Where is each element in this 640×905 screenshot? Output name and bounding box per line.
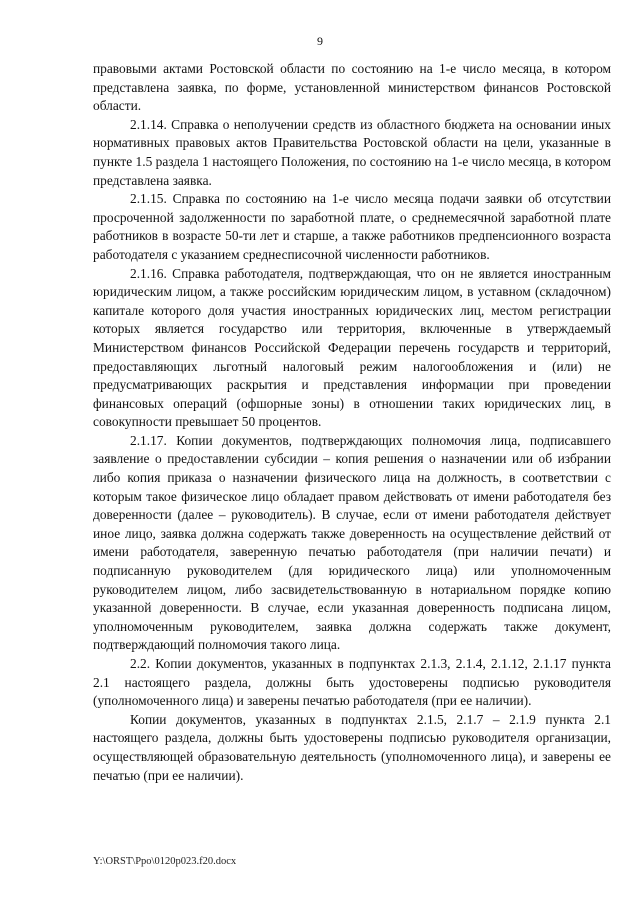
document-paragraph: 2.1.14. Справка о неполучении средств из областного бюджета на основании иных нормативных правовых актов Правительства Ростовской области на цели, указанные в пункте 1.5 раздела 1 настоящего Положения, по состоянию на 1-е число месяца, в котором представлена заявка. xyxy=(93,116,611,188)
document-paragraph: 2.1.17. Копии документов, подтверждающих полномочия лица, подписавшего заявление о предоставлении субсидии – копия решения о назначении или об избрании либо копия приказа о назначении физического лица на должность, в соответствии с которым такое физическое лицо обладает правом действовать от имени работодателя без доверенности (далее – руководитель). В случае, если от имени работодателя действует иное лицо, заявка должна содержать также доверенность на осуществление действий от имени работодателя, заверенную печатью работодателя (при наличии печати) и подписанную руководителем (для юридического лица) или уполномоченным руководителем лицом, либо засвидетельствованную в нотариальном порядке копию указанной доверенности. В случае, если указанная доверенность подписана лицом, уполномоченным руководителем, заявка должна содержать также документ, подтверждающий полномочия такого лица. xyxy=(93,432,611,653)
document-body xyxy=(93,60,611,785)
document-paragraph: 2.1.15. Справка по состоянию на 1-е число месяца подачи заявки об отсутствии просроченной задолженности по заработной плате, о среднемесячной заработной плате работников в возрасте 50-ти лет и старше, а также работников предпенсионного возраста работодателя с указанием среднесписочной численности работников. xyxy=(93,191,611,262)
footer-file-path: Y:\ORST\Ppo\0120p023.f20.docx xyxy=(93,856,237,867)
page-number: 9 xyxy=(317,34,323,48)
document-paragraph: Копии документов, указанных в подпунктах 2.1.5, 2.1.7 – 2.1.9 пункта 2.1 настоящего раздела, должны быть удостоверены подписью руководителя организации, осуществляющей образовательную деятельность (уполномоченного лица), и заверены ее печатью (при ее наличии). xyxy=(93,711,611,783)
document-paragraph: 2.1.16. Справка работодателя, подтверждающая, что он не является иностранным юридическим лицом, а также российским юридическим лицом, в уставном (складочном) капитале которого доля участия иностранных юридических лиц, местом регистрации которых является государство или территория, включенные в утверждаемый Министерством финансов Российской Федерации перечень государств и территорий, предоставляющих льготный налоговый режим налогообложения и (или) не предусматривающих раскрытия и представления информации при проведении финансовых операций (офшорные зоны) в отношении таких юридических лиц, в совокупности превышает 50 процентов. xyxy=(93,265,611,430)
document-paragraph: 2.2. Копии документов, указанных в подпунктах 2.1.3, 2.1.4, 2.1.12, 2.1.17 пункта 2.1 настоящего раздела, должны быть удостоверены подписью руководителя (уполномоченного лица) и заверены печатью работодателя (при ее наличии). xyxy=(93,656,611,709)
document-paragraph: правовыми актами Ростовской области по состоянию на 1-е число месяца, в котором представлена заявка, по форме, установленной министерством финансов Ростовской области. xyxy=(93,61,611,114)
